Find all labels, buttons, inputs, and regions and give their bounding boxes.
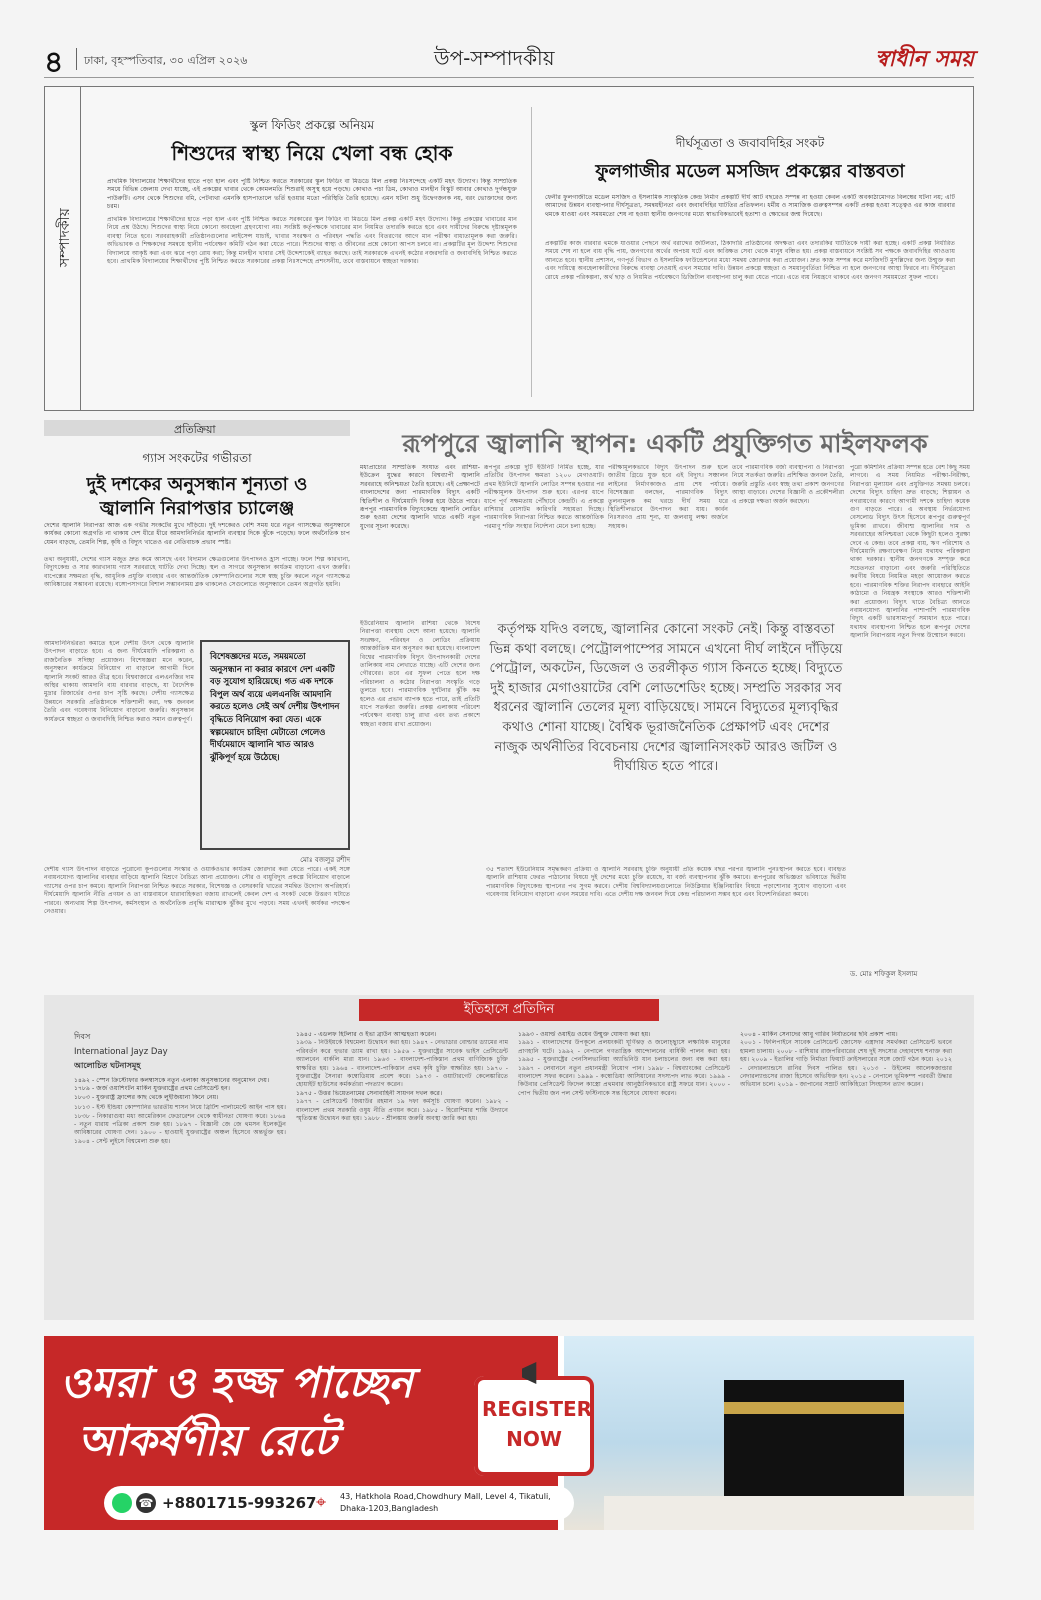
history-line: ১৯৭৫ - উত্তর ভিয়েতনামের সেনাবাহিনী সায়গন দখল করে। [296, 1089, 443, 1097]
feature-body: মধ্যপ্রাচ্যের সাম্প্রতিক সংঘাত এবং রাশিয়া-ইউক্রেন যুদ্ধের কারণে বিশ্বব্যাপী জ্বালানি সরবরাহে অনিশ্চয়তা তৈরি হয়েছে। এই প্রেক্ষাপটে বাংলাদেশের জন্য পারমাণবিক বিদ্যুৎ একটি স্থিতিশীল ও দীর্ঘমেয়াদি বিকল্প হয়ে উঠতে পারে। রূপপুর পারমাণবিক বিদ্যুৎকেন্দ্রে জ্বালানি লোডিং শুরু হওয়া দেশের জ্বালানি খাতে একটি নতুন যুগের সূচনা করেছে। [360, 464, 480, 530]
reaction-quote: বিশেষজ্ঞদের মতে, সময়মতো অনুসন্ধান না করার কারণে দেশ একটি বড় সুযোগ হারিয়েছে। গত এক দশকে বিপুল অর্থ ব্যয়ে এলএনজি আমদানি করতে হলেও সেই অর্থ দেশীয় উৎপাদন বৃদ্ধিতে বিনিয়োগ করা যেত। একে স্বল্পমেয়াদে চাহিদা মেটাতো গেলেও দীর্ঘমেয়াদে জ্বালানি খাত আরও ঝুঁকিপূর্ণ হয়ে উঠেছে। [210, 651, 340, 762]
feature-section: রূপপুরে জ্বালানি স্থাপন: একটি প্রযুক্তিগত মাইলফলক মধ্যপ্রাচ্যের সাম্প্রতিক সংঘাত এবং রাশিয়া-ইউক্রেন যুদ্ধের কারণে বিশ্বব্যাপী জ্বালানি সরবরাহে অনিশ্চয়তা তৈরি হয়েছে। এই প্রেক্ষাপটে বাংলাদেশের জন্য পারমাণবিক বিদ্যুৎ একটি স্থিতিশীল ও দীর্ঘমেয়াদি বিকল্প হয়ে উঠতে পারে। রূপপুর পারমাণবিক বিদ্যুৎকেন্দ্রে জ্বালানি লোডিং শুরু হওয়া দেশের জ্বালানি খাতে একটি নতুন যুগের সূচনা করেছে। রূপপুর প্রকল্পে দুটি ইউনিট নির্মিত হচ্ছে, যার প্রতিটির উৎপাদন ক্ষমতা ১২০০ মেগাওয়াট। প্রথম ইউনিটে জ্বালানি লোডিং সম্পন্ন হওয়ার পর পরীক্ষামূলক উৎপাদন শুরু হবে। এরপর ধাপে ধাপে পূর্ণ সক্ষমতায় পৌঁছাবে কেন্দ্রটি। এ প্রকল্পে রাশিয়ার রোসাটম কারিগরি সহায়তা দিচ্ছে। পারমাণবিক নিরাপত্তা নিশ্চিত করতে আন্তর্জাতিক পরমাণু শক্তি সংস্থার নির্দেশনা মেনে চলা হচ্ছে। পরীক্ষামূলকভাবে বিদ্যুৎ উৎপাদন শুরু হলে জাতীয় গ্রিডে যুক্ত হবে এই বিদ্যুৎ। সঞ্চালন লাইনের নির্মাণকাজও প্রায় শেষ পর্যায়ে। বিশেষজ্ঞরা বলছেন, পারমাণবিক বিদ্যুৎ তুলনামূলক কম খরচে দীর্ঘ সময় ধরে স্থিতিশীলভাবে উৎপাদন করা যায়। কার্বন নিঃসরণও প্রায় শূন্য, যা জলবায়ু লক্ষ্য অর্জনে সহায়ক। তবে পারমাণবিক বর্জ্য ব্যবস্থাপনা ও নিরাপত্তা নিয়ে সতর্কতা জরুরি। প্রশিক্ষিত জনবল তৈরি, জরুরি প্রস্তুতি এবং স্বচ্ছ তথ্য প্রকাশ জনগণের আস্থা বাড়াবে। দেশের বিজ্ঞানী ও প্রকৌশলীরা এ প্রকল্পে দক্ষতা অর্জন করছেন। পুরো কমিশনিং প্রক্রিয়া সম্পন্ন হতে বেশ কিছু সময় লাগবে। এ সময় নিয়মিত পরীক্ষা-নিরীক্ষা, নিরাপত্তা মূল্যায়ন এবং প্রযুক্তিগত সমন্বয় চলবে। দেশের বিদ্যুৎ চাহিদা দ্রুত বাড়ছে; শিল্পায়ন ও নগরায়ণের কারণে আগামী দশকে চাহিদা কয়েক গুণ বাড়তে পারে। এ অবস্থায় নির্ভরযোগ্য বেসলোড বিদ্যুৎ উৎস হিসেবে রূপপুর গুরুত্বপূর্ণ ভূমিকা রাখবে। জীবাশ্ম জ্বালানির দাম ও সরবরাহের অনিশ্চয়তা থেকে কিছুটা হলেও সুরক্ষা দেবে এ কেন্দ্র। তবে প্রকল্প ব্যয়, ঋণ পরিশোধ ও দীর্ঘমেয়াদি রক্ষণাবেক্ষণ নিয়ে যথাযথ পরিকল্পনা থাকা দরকার। স্থানীয় জনগণকে সম্পৃক্ত করে সচেতনতা বাড়ানো এবং জরুরি পরিস্থিতিতে করণীয় বিষয়ে নিয়মিত মহড়া আয়োজন করতে হবে। পারমাণবিক শক্তির নিরাপদ ব্যবহারে আইনি কাঠামো ও নিয়ন্ত্রক সংস্থাকে আরও শক্তিশালী করা প্রয়োজন। বিদ্যুৎ খাতে বৈচিত্র্য আনতে নবায়নযোগ্য জ্বালানির পাশাপাশি পারমাণবিক বিদ্যুৎ একটি ভারসাম্যপূর্ণ সমাধান হতে পারে। যথাযথ ব্যবস্থাপনা নিশ্চিত হলে রূপপুর দেশের জ্বালানি নিরাপত্তায় নতুন দিগন্ত উন্মোচন করবে। ড. মোঃ শফিকুল ইসলাম কর্তৃপক্ষ যদিও বলছে, জ্বালানির কোনো সংকট নেই। কিন্তু বাস্তবতা ভিন্ন কথা বলছে। পেট্রোলপাম্পের সামনে এখনো দীর্ঘ লাইনে দাঁড়িয়ে পেট্রোল, অকটেন, ডিজেল ও তরলীকৃত গ্যাস কিনতে হচ্ছে। বিদ্যুতে দুই হাজার মেগাওয়াটের বেশি লোডশেডিং হচ্ছে। সম্প্রতি সরকার সব ধরনের জ্বালানি তেলের মূল্য বাড়িয়েছে। সামনে বিদ্যুতের মূল্যবৃদ্ধির কথাও শোনা যাচ্ছে। বৈশ্বিক ভূরাজনৈতিক প্রেক্ষাপট এবং দেশের নাজুক অর্থনীতির বিবেচনায় দেশের জ্বালানিসংকট আরও জটিল ও দীর্ঘায়িত হতে পারে। ইউরেনিয়াম জ্বালানি রাশিয়া থেকে বিশেষ নিরাপত্তা ব্যবস্থায় দেশে আনা হয়েছে। জ্বালানি সংরক্ষণ, পরিবহন ও লোডিং প্রক্রিয়ায় আন্তর্জাতিক মান অনুসরণ করা হয়েছে। বাংলাদেশ বিশ্বের পারমাণবিক বিদ্যুৎ উৎপাদনকারী দেশের তালিকায় নাম লেখাতে যাচ্ছে। এটি দেশের জন্য গৌরবের। তবে এর সুফল পেতে হলে দক্ষ পরিচালনা ও কঠোর নিরাপত্তা সংস্কৃতি গড়ে তুলতে হবে। পারমাণবিক দুর্ঘটনার ঝুঁকি কম হলেও এর প্রভাব ব্যাপক হতে পারে, তাই প্রতিটি ধাপে সতর্কতা জরুরি। প্রকল্প এলাকায় পরিবেশ পর্যবেক্ষণ ব্যবস্থা চালু রাখা এবং তথ্য প্রকাশে স্বচ্ছতা বজায় রাখা প্রয়োজন। ৩৫ শতাংশ ইউরেনিয়াম সমৃদ্ধকরণ প্রক্রিয়া ও জ্বালানি সরবরাহ চুক্তি অনুযায়ী প্রতি কয়েক বছর পরপর জ্বালানি পুনঃস্থাপন করতে হবে। ব্যবহৃত জ্বালানি রাশিয়ায় ফেরত পাঠানোর বিষয়ে দুই দেশের মধ্যে চুক্তি রয়েছে, যা বর্জ্য ব্যবস্থাপনার ঝুঁকি কমাবে। রূপপুরের অভিজ্ঞতা ভবিষ্যতে দ্বিতীয় পারমাণবিক বিদ্যুৎকেন্দ্র স্থাপনের পথ সুগম করবে। দেশীয় বিশ্ববিদ্যালয়গুলোতে নিউক্লিয়ার ইঞ্জিনিয়ারিং বিষয়ে পড়াশোনার সুযোগ বাড়ানো এবং গবেষণায় বিনিয়োগ বাড়ানো এখন সময়ের দাবি। এতে দেশীয় দক্ষ জনবল দিয়ে কেন্দ্র পরিচালনা সম্ভব হবে এবং বিদেশনির্ভরতা কমবে। [356, 420, 974, 985]
history-line: ১৯৪৫ - এডলফ হিটলার ও ইভা ব্রাউন আত্মহত্যা করেন। [296, 1031, 437, 1038]
reaction-author: মোঃ বজলুর রশীদ [300, 856, 350, 864]
history-line: ১৯৯৩ - ওয়ার্ল্ড ওয়াইড ওয়েব উন্মুক্ত ঘোষণা করা হয়। [518, 1031, 651, 1038]
reaction-quote-box [200, 640, 350, 850]
editorial-right-kicker: দীর্ঘসূত্রতা ও জবাবদিহির সংকট [675, 136, 825, 150]
editorial-left: স্কুল ফিডিং প্রকল্পে অনিয়ম শিশুদের স্বাস্থ্য নিয়ে খেলা বন্ধ হোক প্রাথমিক বিদ্যালয়ের শিক্ষার্থীদের হাতে পড়া হাল এবং পুষ্টি নিশ্চিত করতে সরকারের স্কুল ফিডিং বা মিডডে মিল প্রকল্প নিঃসন্দেহে একটি মহৎ উদ্যোগ। কিন্তু সাম্প্রতিক সময়ে বিভিন্ন জেলায় দেখা যাচ্ছে, এই প্রকল্পের খাবার থেকে কোমলমতি শিশুরাই অসুস্থ হয়ে পড়ছে। কোথাও পচা ডিম, কোথাও মানহীন বিস্কুট আবার কোথাও দুর্গন্ধযুক্ত পাউরুটি। এসব থেকে শিশুদের বমি, পেটব্যথা এমনকি হাসপাতালে ভর্তি হওয়ার মতো পরিস্থিতি তৈরি হয়েছে। এমন ঘটনা শুধু উদ্বেগজনক নয়, বরং ভোক্তাদের জন্য চরম। প্রাথমিক বিদ্যালয়ের শিক্ষার্থীদের হাতে পড়া হাল এবং পুষ্টি নিশ্চিত করতে সরকারের স্কুল ফিডিং বা মিডডে মিল প্রকল্প একটি মহৎ উদ্যোগ। কিন্তু প্রকল্পের খাবারের মান নিয়ে প্রশ্ন উঠছে। শিশুদের স্বাস্থ্য নিয়ে কোনো অবহেলা গ্রহণযোগ্য নয়। সংশ্লিষ্ট কর্তৃপক্ষকে খাবারের মান নিয়মিত তদারকি করতে হবে এবং দায়ীদের বিরুদ্ধে দৃষ্টান্তমূলক ব্যবস্থা নিতে হবে। সরবরাহকারী প্রতিষ্ঠানগুলোর লাইসেন্স যাচাই, খাবার সংরক্ষণ ও পরিবহন পদ্ধতি এবং বিতরণের আগে মান পরীক্ষা বাধ্যতামূলক করা জরুরি। অভিভাবক ও শিক্ষকদের সমন্বয়ে স্থানীয় পর্যবেক্ষণ কমিটি গঠন করা যেতে পারে। শিশুদের স্বাস্থ্য ও জীবনের প্রশ্নে কোনো আপস চলবে না। প্রকল্পটির মূল উদ্দেশ্য শিশুদের বিদ্যালয়ে আকৃষ্ট করা এবং ঝরে পড়া রোধ করা; কিন্তু মানহীন খাবার সেই উদ্দেশ্যকেই ব্যাহত করছে। তাই সরকারকে এখনই কঠোর নজরদারি ও জবাবদিহি নিশ্চিত করতে হবে। প্রাথমিক বিদ্যালয়ের শিক্ষার্থীদের পুষ্টি নিশ্চিত করতে সরকারের প্রকল্প নিঃসন্দেহে প্রশংসনীয়, তবে বাস্তবায়নে স্বচ্ছতা দরকার। [107, 118, 517, 266]
reaction-section: প্রতিক্রিয়া গ্যাস সংকটের গভীরতা দুই দশকের অনুসন্ধান শূন্যতা ও জ্বালানি নিরাপত্তার চ্যালেঞ্জ দেশের জ্বালানি নিরাপত্তা আজ এক গভীর সংকটের মুখে দাঁড়িয়ে। দুই দশকেরও বেশি সময় ধরে নতুন গ্যাসক্ষেত্র অনুসন্ধানে কার্যকর কোনো অগ্রগতি না থাকায় দেশ ধীরে ধীরে আমদানিনির্ভর জ্বালানি ব্যবস্থার দিকে ঝুঁকে পড়েছে। ফলে অর্থনৈতিক চাপ যেমন বাড়ছে, তেমনি শিল্প, কৃষি ও বিদ্যুৎ খাতেও এর নেতিবাচক প্রভাব স্পষ্ট। তথ্য অনুযায়ী, দেশের গ্যাস মজুত দ্রুত কমে আসছে এবং বিদ্যমান ক্ষেত্রগুলোর উৎপাদনও হ্রাস পাচ্ছে। ফলে শিল্প কারখানা, বিদ্যুৎকেন্দ্র ও সার কারখানায় গ্যাস সরবরাহে ঘাটতি দেখা দিচ্ছে। স্থল ও সাগরে অনুসন্ধান কার্যক্রম বাড়ানো এখন জরুরি। বাপেক্সের সক্ষমতা বৃদ্ধি, আধুনিক প্রযুক্তি ব্যবহার এবং আন্তর্জাতিক কোম্পানিগুলোর সঙ্গে স্বচ্ছ চুক্তি করলে নতুন গ্যাসক্ষেত্র আবিষ্কারের সম্ভাবনা রয়েছে। বঙ্গোপসাগরে বিশাল সম্ভাবনাময় ব্লক থাকলেও সেগুলোতে অনুসন্ধানে তেমন অগ্রগতি হয়নি। আমদানিনির্ভরতা কমাতে হলে দেশীয় উৎস থেকে জ্বালানি উৎপাদন বাড়াতে হবে। এ জন্য দীর্ঘমেয়াদি পরিকল্পনা ও রাজনৈতিক সদিচ্ছা প্রয়োজন। বিশেষজ্ঞরা মনে করেন, অনুসন্ধান কার্যক্রমে বিনিয়োগ না বাড়ালে আগামী দিনে জ্বালানি সংকট আরও তীব্র হবে। বিশ্ববাজারে এলএনজির দাম অস্থির থাকায় আমদানি ব্যয় বারবার বাড়ছে, যা বৈদেশিক মুদ্রার রিজার্ভের ওপর চাপ সৃষ্টি করছে। দেশীয় গ্যাসক্ষেত্র উন্নয়নে সরকারি প্রতিষ্ঠানকে শক্তিশালী করা, দক্ষ জনবল তৈরি এবং গবেষণায় বিনিয়োগ বাড়ানো জরুরি। অনুসন্ধান কার্যক্রমে স্বচ্ছতা ও জবাবদিহি নিশ্চিত করাও সমান গুরুত্বপূর্ণ। বিশেষজ্ঞদের মতে, সময়মতো অনুসন্ধান না করার কারণে দেশ একটি বড় সুযোগ হারিয়েছে। গত এক দশকে বিপুল অর্থ ব্যয়ে এলএনজি আমদানি করতে হলেও সেই অর্থ দেশীয় উৎপাদন বৃদ্ধিতে বিনিয়োগ করা যেত। একে স্বল্পমেয়াদে চাহিদা মেটাতো গেলেও দীর্ঘমেয়াদে জ্বালানি খাত আরও ঝুঁকিপূর্ণ হয়ে উঠেছে। মোঃ বজলুর রশীদ দেশীয় গ্যাস উৎপাদন বাড়াতে পুরোনো কূপগুলোর সংস্কার ও ওয়ার্কওভার কার্যক্রম জোরদার করা যেতে পারে। একই সঙ্গে নবায়নযোগ্য জ্বালানির ব্যবহার বাড়িয়ে জ্বালানি মিশ্রণে বৈচিত্র্য আনা প্রয়োজন। সৌর ও বায়ুবিদ্যুৎ প্রকল্পে বিনিয়োগ বাড়ালে গ্যাসের ওপর চাপ কমবে। জ্বালানি নিরাপত্তা নিশ্চিত করতে সরকার, বিশেষজ্ঞ ও বেসরকারি খাতের সমন্বিত উদ্যোগ অপরিহার্য। দীর্ঘমেয়াদি জ্বালানি নীতি প্রণয়ন ও তা বাস্তবায়নে ধারাবাহিকতা বজায় রাখলেই কেবল দেশ এ সংকট থেকে উত্তরণ ঘটাতে পারবে। অন্যথায় শিল্প উৎপাদন, কর্মসংস্থান ও অর্থনৈতিক প্রবৃদ্ধি মারাত্মক ঝুঁকির মুখে পড়বে। সময় এখনই কার্যকর পদক্ষেপ নেওয়ার। [44, 420, 350, 985]
editorial-left-kicker: স্কুল ফিডিং প্রকল্পে অনিয়ম [249, 118, 375, 132]
contact-bar [104, 1486, 574, 1520]
phone-number[interactable]: +8801715-993267 [162, 1494, 317, 1512]
reaction-label: প্রতিক্রিয়া [44, 420, 350, 436]
logo[interactable]: স্বাধীন সময় [875, 46, 974, 72]
hajj-advertisement[interactable] [44, 1336, 974, 1530]
history-line: ১৪৯২ - স্পেন ক্রিস্টোফার কলম্বাসকে নতুন এলাকা অনুসন্ধানের অনুমোদন দেয়। [74, 1077, 270, 1084]
editorial-section [44, 86, 974, 411]
history-events-label: আলোচিত ঘটনাসমূহ [74, 1061, 141, 1070]
ad-headline-2: আকর্ষণীয় রেটে [78, 1416, 337, 1465]
reaction-kicker: গ্যাস সংকটের গভীরতা [142, 451, 252, 465]
register-now-badge[interactable] [474, 1376, 594, 1476]
register-now-label: REGISTER NOW [482, 1397, 593, 1451]
phone-icon: ☎ [136, 1493, 156, 1513]
history-line: ১৮০৩ - যুক্তরাষ্ট্র ফ্রান্সের কাছ থেকে লুইজিয়ানা কিনে নেয়। [74, 1093, 219, 1101]
feature-title: রূপপুরে জ্বালানি স্থাপন: একটি প্রযুক্তিগত মাইলফলক [402, 429, 928, 458]
history-title-bar [359, 999, 659, 1021]
history-line: ১৭৮৯ - জর্জ ওয়াশিংটন মার্কিন যুক্তরাষ্ট্রের প্রথম প্রেসিডেন্ট হন। [74, 1085, 230, 1093]
editorial-right-title: ফুলগাজীর মডেল মসজিদ প্রকল্পের বাস্তবতা [595, 161, 905, 182]
whatsapp-icon [112, 1493, 132, 1513]
page-number: ৪ [44, 45, 64, 80]
history-intro: দিবস [74, 1032, 91, 1041]
history-special-day: International Jayz Day [74, 1047, 168, 1057]
feature-pullquote: কর্তৃপক্ষ যদিও বলছে, জ্বালানির কোনো সংকট নেই। কিন্তু বাস্তবতা ভিন্ন কথা বলছে। পেট্রোলপাম্পের সামনে এখনো দীর্ঘ লাইনে দাঁড়িয়ে পেট্রোল, অকটেন, ডিজেল ও তরলীকৃত গ্যাস কিনতে হচ্ছে। বিদ্যুতে দুই হাজার মেগাওয়াটের বেশি লোডশেডিং হচ্ছে। সম্প্রতি সরকার সব ধরনের জ্বালানি তেলের মূল্য বাড়িয়েছে। সামনে বিদ্যুতের মূল্যবৃদ্ধির কথাও শোনা যাচ্ছে। বৈশ্বিক ভূরাজনৈতিক প্রেক্ষাপট এবং দেশের নাজুক অর্থনীতির বিবেচনায় দেশের জ্বালানিসংকট আরও জটিল ও দীর্ঘায়িত হতে পারে। [489, 622, 843, 775]
editorial-right-body: ফেনীর ফুলগাজীতে মডেল মসজিদ ও ইসলামিক সাংস্কৃতিক কেন্দ্র নির্মাণ প্রকল্পটি দীর্ঘ আট বছরেও সম্পন্ন না হওয়া কেবল একটি অবকাঠামোগত বিলম্বের ঘটনা নয়; এটি আমাদের উন্নয়ন ব্যবস্থাপনার দীর্ঘসূত্রতা, সমন্বয়হীনতা এবং জবাবদিহির ঘাটতির প্রতিফলন। ধর্মীয় ও সামাজিক গুরুত্বসম্পন্ন একটি প্রকল্প হওয়া সত্ত্বেও এর কাজ বারবার থমকে যাওয়া এবং সময়মতো শেষ না হওয়া স্থানীয় জনগণের মধ্যে স্বাভাবিকভাবেই হতাশা ও ক্ষোভের জন্ম দিয়েছে। [545, 194, 955, 218]
editorial-left-body: প্রাথমিক বিদ্যালয়ের শিক্ষার্থীদের হাতে পড়া হাল এবং পুষ্টি নিশ্চিত করতে সরকারের স্কুল ফিডিং বা মিডডে মিল প্রকল্প নিঃসন্দেহে একটি মহৎ উদ্যোগ। কিন্তু সাম্প্রতিক সময়ে বিভিন্ন জেলায় দেখা যাচ্ছে, এই প্রকল্পের খাবার থেকে কোমলমতি শিশুরাই অসুস্থ হয়ে পড়ছে। কোথাও পচা ডিম, কোথাও মানহীন বিস্কুট আবার কোথাও দুর্গন্ধযুক্ত পাউরুটি। এসব থেকে শিশুদের বমি, পেটব্যথা এমনকি হাসপাতালে ভর্তি হওয়ার মতো পরিস্থিতি তৈরি হয়েছে। এমন ঘটনা শুধু উদ্বেগজনক নয়, বরং ভোক্তাদের জন্য চরম। [107, 178, 517, 211]
date-line: ঢাকা, বৃহস্পতিবার, ৩০ এপ্রিল ২০২৬ [84, 54, 248, 67]
section-title: উপ-সম্পাদকীয় [434, 46, 555, 70]
editorial-left-title: শিশুদের স্বাস্থ্য নিয়ে খেলা বন্ধ হোক [171, 141, 453, 165]
editorial-right: দীর্ঘসূত্রতা ও জবাবদিহির সংকট ফুলগাজীর মডেল মসজিদ প্রকল্পের বাস্তবতা ফেনীর ফুলগাজীতে মডেল মসজিদ ও ইসলামিক সাংস্কৃতিক কেন্দ্র নির্মাণ প্রকল্পটি দীর্ঘ আট বছরেও সম্পন্ন না হওয়া কেবল একটি অবকাঠামোগত বিলম্বের ঘটনা নয়; এটি আমাদের উন্নয়ন ব্যবস্থাপনার দীর্ঘসূত্রতা, সমন্বয়হীনতা এবং জবাবদিহির ঘাটতির প্রতিফলন। ধর্মীয় ও সামাজিক গুরুত্বসম্পন্ন একটি প্রকল্প হওয়া সত্ত্বেও এর কাজ বারবার থমকে যাওয়া এবং সময়মতো শেষ না হওয়া স্থানীয় জনগণের মধ্যে স্বাভাবিকভাবেই হতাশা ও ক্ষোভের জন্ম দিয়েছে। প্রকল্পটির কাজ বারবার থমকে যাওয়ার পেছনে অর্থ বরাদ্দের জটিলতা, ঠিকাদারি প্রতিষ্ঠানের অদক্ষতা এবং তদারকির ঘাটতিকে দায়ী করা হচ্ছে। একটি প্রকল্প নির্ধারিত সময়ে শেষ না হলে ব্যয় বৃদ্ধি পায়, জনগণের অর্থের অপচয় ঘটে এবং কাঙ্ক্ষিত সেবা থেকে মানুষ বঞ্চিত হয়। প্রকল্প বাস্তবায়নে সংশ্লিষ্ট সব পক্ষকে জবাবদিহির আওতায় আনতে হবে। স্থানীয় প্রশাসন, গণপূর্ত বিভাগ ও ইসলামিক ফাউন্ডেশনের মধ্যে সমন্বয় জোরদার করা প্রয়োজন। দ্রুত কাজ সম্পন্ন করে মসজিদটি মুসল্লিদের জন্য উন্মুক্ত করা এবং দায়িত্বে অবহেলাকারীদের বিরুদ্ধে ব্যবস্থা নেওয়াই এখন সময়ের দাবি। উন্নয়ন প্রকল্পে স্বচ্ছতা ও সময়ানুবর্তিতা নিশ্চিত না হলে জনগণের আস্থা ফিরবে না। দীর্ঘসূত্রতা রোধে প্রকল্প পরিকল্পনা, অর্থ ছাড় ও নিয়মিত পর্যবেক্ষণে ডিজিটাল ব্যবস্থাপনা চালু করা যেতে পারে। এতে ব্যয় নিয়ন্ত্রণে থাকবে এবং জনগণ সময়মতো সুফল পাবে। [545, 136, 955, 281]
address: 43, Hatkhola Road,Chowdhury Mall, Level 4, Tikatuli, Dhaka-1203,Bangladesh [340, 1492, 551, 1513]
ad-headline-1: ওমরা ও হজ্জ পাচ্ছেন [60, 1358, 413, 1407]
editorial-side-label: সম্পাদকীয় [45, 87, 81, 410]
feature-author: ড. মোঃ শফিকুল ইসলাম [850, 970, 918, 978]
reaction-title-2: জ্বালানি নিরাপত্তার চ্যালেঞ্জ [99, 498, 295, 519]
reaction-title-1: দুই দশকের অনুসন্ধান শূন্যতা ও [86, 474, 308, 495]
history-title: ইতিহাসে প্রতিদিন [463, 1002, 555, 1017]
masthead [44, 38, 974, 78]
history-section: ইতিহাসে প্রতিদিন দিবস International Jayz Day আলোচিত ঘটনাসমূহ ১৪৯২ - স্পেন ক্রিস্টোফার কলম্বাসকে নতুন এলাকা অনুসন্ধানের অনুমোদন দেয়। ১৭৮৯ - জর্জ ওয়াশিংটন মার্কিন যুক্তরাষ্ট্রের প্রথম প্রেসিডেন্ট হন। ১৮০৩ - যুক্তরাষ্ট্র ফ্রান্সের কাছ থেকে লুইজিয়ানা কিনে নেয়। ১৮১৩ - ইস্ট ইন্ডিয়া কোম্পানির ভারতীয় শাসন নিয়ে ব্রিটিশ পার্লামেন্টে আইন পাস হয়। ১৮৩৮ - নিকারাগুয়া মধ্য আমেরিকান ফেডারেশন থেকে স্বাধীনতা ঘোষণা করে। ১৮৬৪ - নতুন ধারায় পত্রিকা প্রকাশ শুরু হয়। ১৮৯৭ - বিজ্ঞানী জে জে থমসন ইলেকট্রন আবিষ্কারের ঘোষণা দেন। ১৯০০ - হাওয়াই যুক্তরাষ্ট্রের অঞ্চল হিসেবে অন্তর্ভুক্ত হয়। ১৯০৪ - সেন্ট লুইসে বিশ্বমেলা শুরু হয়। ১৯৪৫ - এডলফ হিটলার ও ইভা ব্রাউন আত্মহত্যা করেন। ১৯৩৯ - নিউইয়র্কে বিশ্বমেলা উদ্বোধন করা হয়। ১৯৪৭ - নেভাডার বোল্ডার ড্যামের নাম পরিবর্তন করে হুভার ড্যাম রাখা হয়। ১৯৫৬ - যুক্তরাষ্ট্রের সাবেক ভাইস প্রেসিডেন্ট অ্যালবেন বার্কলি মারা যান। ১৯৬৩ - বাংলাদেশ-পাকিস্তান প্রথম বাণিজ্যিক চুক্তি স্বাক্ষরিত হয়। ১৯৬৪ - বাংলাদেশ-পাকিস্তান প্রথম কৃষি চুক্তি স্বাক্ষরিত হয়। ১৯৭০ - যুক্তরাষ্ট্রের সৈন্যরা কম্বোডিয়ায় প্রবেশ করে। ১৯৭৩ - ওয়াটারগেট কেলেঙ্কারিতে হোয়াইট হাউসের কর্মকর্তারা পদত্যাগ করেন। ১৯৭৫ - উত্তর ভিয়েতনামের সেনাবাহিনী সায়গন দখল করে। ১৯৭৭ - প্রেসিডেন্ট জিয়াউর রহমান ১৯ দফা কর্মসূচি ঘোষণা করেন। ১৯৮২ - বাংলাদেশ প্রথম সরকারি ওষুধ নীতি প্রণয়ন করে। ১৯৮৫ - হিরোশিমার শান্তি উদ্যানে স্মৃতিস্তম্ভ উদ্বোধন করা হয়। ১৯৮৮ - শ্রীলঙ্কায় জরুরি অবস্থা জারি করা হয়। ১৯৯৩ - ওয়ার্ল্ড ওয়াইড ওয়েব উন্মুক্ত ঘোষণা করা হয়। ১৯৯১ - বাংলাদেশের উপকূলে প্রলয়ংকরী ঘূর্ণিঝড় ও জলোচ্ছ্বাসে লক্ষাধিক মানুষের প্রাণহানি ঘটে। ১৯৯২ - নেপালে গণতান্ত্রিক আন্দোলনের বার্ষিকী পালন করা হয়। ১৯৯৫ - যুক্তরাষ্ট্রের পেনসিলভানিয়া অ্যাভিনিউ যান চলাচলের জন্য বন্ধ করা হয়। ১৯৯৭ - লেবাননে নতুন প্রধানমন্ত্রী নিয়োগ পান। ১৯৯৮ - বিশ্বব্যাংকের প্রেসিডেন্ট বাংলাদেশ সফর করেন। ১৯৯৯ - কম্বোডিয়া আসিয়ানের সদস্যপদ লাভ করে। ১৯৯৯ - কিউবার প্রেসিডেন্ট ফিদেল কাস্ত্রো প্রথমবার আনুষ্ঠানিকভাবে রাষ্ট্র সফরে যান। ২০০০ - পোপ দ্বিতীয় জন পল সেন্ট ফস্টিনাকে সন্ত হিসেবে ঘোষণা করেন। ২০০৪ - মার্কিন সেনাদের আবু গারিব নির্যাতনের ছবি প্রকাশ পায়। ২০০১ - ফিলিপাইনে সাবেক প্রেসিডেন্ট জোসেফ এস্ত্রাদার সমর্থকরা প্রেসিডেন্ট ভবনে হামলা চালায়। ২০০৮ - রাশিয়ার রাজপরিবারের শেষ দুই সদস্যের দেহাবশেষ শনাক্ত করা হয়। ২০০৯ - ইতালির গাড়ি নির্মাতা ফিয়াট ক্রাইসলারের সঙ্গে জোট গঠন করে। ২০১২ - নেদারল্যান্ডসে রানির দিবস পালিত হয়। ২০১৩ - উইলেম আলেকজান্ডার নেদারল্যান্ডসের রাজা হিসেবে অভিষিক্ত হন। ২০১৫ - নেপালে ভূমিকম্প পরবর্তী উদ্ধার অভিযান চলে। ২০১৯ - জাপানের সম্রাট আকিহিতো সিংহাসন ত্যাগ করেন। [44, 995, 974, 1320]
location-pin-icon: ⌖ [316, 1492, 327, 1513]
history-line: ২০০৪ - মার্কিন সেনাদের আবু গারিব নির্যাতনের ছবি প্রকাশ পায়। [740, 1031, 898, 1038]
reaction-body: দেশের জ্বালানি নিরাপত্তা আজ এক গভীর সংকটের মুখে দাঁড়িয়ে। দুই দশকেরও বেশি সময় ধরে নতুন গ্যাসক্ষেত্র অনুসন্ধানে কার্যকর কোনো অগ্রগতি না থাকায় দেশ ধীরে ধীরে আমদানিনির্ভর জ্বালানি ব্যবস্থার দিকে ঝুঁকে পড়েছে। ফলে অর্থনৈতিক চাপ যেমন বাড়ছে, তেমনি শিল্প, কৃষি ও বিদ্যুৎ খাতেও এর নেতিবাচক প্রভাব স্পষ্ট। [44, 522, 350, 546]
